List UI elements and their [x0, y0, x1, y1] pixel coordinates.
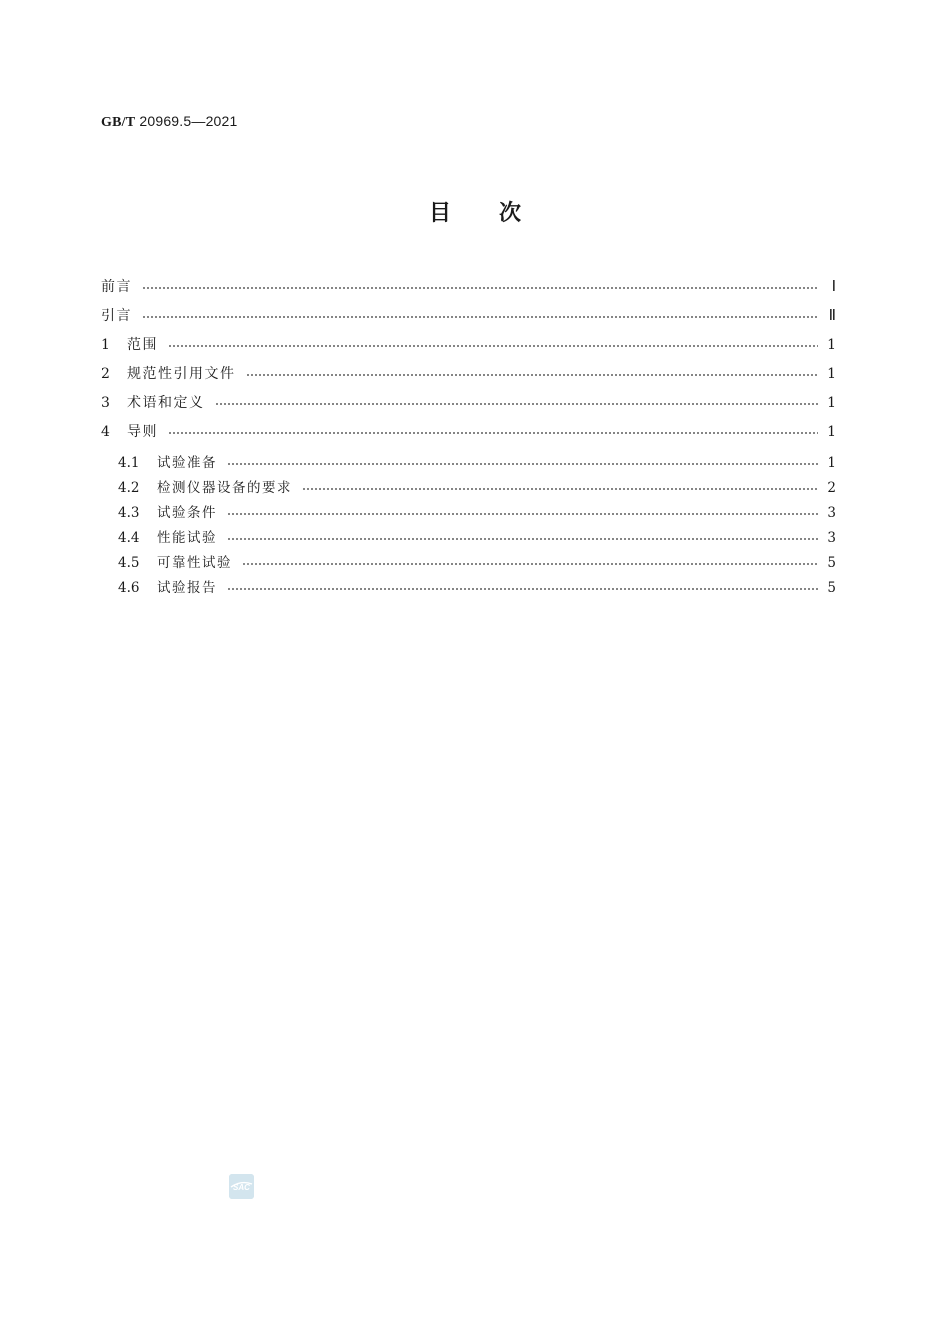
toc-page-number: 3 [827, 505, 836, 521]
toc-page-number: 1 [827, 424, 836, 440]
toc-page-number: Ⅱ [828, 308, 836, 324]
toc-entry-number: 4.3 [118, 505, 140, 521]
standard-prefix: GB/T [101, 115, 136, 130]
toc-entry-label: 可靠性试验 [157, 555, 232, 571]
toc-entry-label: 术语和定义 [127, 395, 205, 411]
toc-page-number: 1 [827, 366, 836, 382]
toc-page-number: 5 [827, 580, 836, 596]
toc-leader-dots [227, 454, 818, 468]
toc-entry-label: 前言 [101, 279, 132, 295]
toc-entry-4[interactable] [101, 421, 836, 441]
toc-page-number: 1 [827, 337, 836, 353]
standard-code [101, 113, 238, 131]
toc-page-number: Ⅰ [831, 279, 836, 295]
toc-entry-number: 4.5 [118, 555, 140, 571]
toc-leader-dots [227, 529, 818, 543]
toc-leader-dots [227, 504, 818, 518]
toc-entry-label: 试验报告 [157, 580, 217, 596]
toc-entry-number: 4.4 [118, 530, 140, 546]
toc-entry-4-4[interactable] [118, 526, 836, 546]
toc-entry-4-3[interactable] [118, 501, 836, 521]
toc-leader-dots [246, 365, 819, 379]
toc-entry-introduction[interactable] [101, 305, 836, 325]
toc-page-number: 1 [827, 395, 836, 411]
toc-page-number: 5 [827, 555, 836, 571]
toc-entry-number: 4 [101, 424, 110, 440]
toc-entry-number: 4.2 [118, 480, 140, 496]
toc-leader-dots [215, 394, 819, 408]
toc-entry-label: 引言 [101, 308, 132, 324]
toc-leader-dots [168, 336, 818, 350]
toc-leader-dots [142, 278, 818, 292]
toc-leader-dots [302, 479, 818, 493]
toc-entry-2[interactable] [101, 363, 836, 383]
page-title [0, 196, 950, 227]
toc-entry-label: 导则 [127, 424, 158, 440]
toc-entry-number: 4.1 [118, 455, 140, 471]
toc-leader-dots [242, 554, 818, 568]
title-char-2: 次 [499, 201, 522, 226]
toc-entry-number: 2 [101, 366, 110, 382]
toc-entry-label: 规范性引用文件 [127, 366, 236, 382]
toc-entry-4-2[interactable] [118, 476, 836, 496]
title-char-1: 目 [428, 201, 451, 226]
toc-leader-dots [142, 307, 818, 321]
toc-entry-3[interactable] [101, 392, 836, 412]
toc-entry-label: 范围 [127, 337, 158, 353]
toc-entry-number: 3 [101, 395, 110, 411]
toc-entry-label: 试验条件 [157, 505, 217, 521]
standard-number: 20969.5—2021 [139, 113, 238, 129]
toc-entry-number: 1 [101, 337, 110, 353]
toc-leader-dots [168, 423, 818, 437]
toc-entry-4-5[interactable] [118, 551, 836, 571]
toc-page-number: 2 [827, 480, 836, 496]
toc-entry-1[interactable] [101, 334, 836, 354]
toc-entry-4-1[interactable] [118, 451, 836, 471]
svg-text:SAC: SAC [233, 1183, 250, 1192]
sac-logo-icon [229, 1174, 254, 1199]
toc-entry-number: 4.6 [118, 580, 140, 596]
toc-entry-label: 试验准备 [157, 455, 217, 471]
toc-page-number: 1 [827, 455, 836, 471]
toc-page-number: 3 [827, 530, 836, 546]
toc-leader-dots [227, 579, 818, 593]
toc-entry-label: 性能试验 [157, 530, 217, 546]
toc-entry-4-6[interactable] [118, 576, 836, 596]
toc-entry-label: 检测仪器设备的要求 [157, 480, 292, 496]
toc-entry-foreword[interactable] [101, 276, 836, 296]
